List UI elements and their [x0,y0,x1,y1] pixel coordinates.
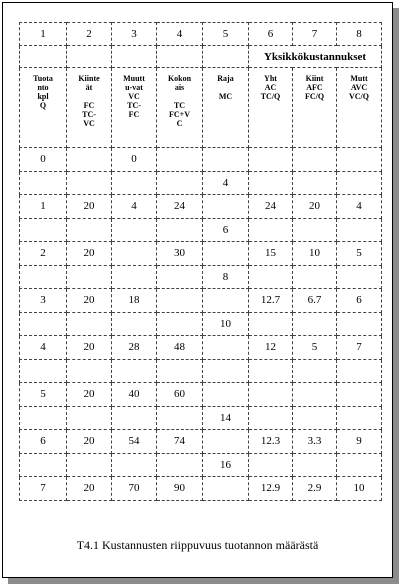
table-cell: 24 [249,195,293,219]
table-cell [293,383,337,407]
table-cell: 8 [203,265,249,289]
column-number: 1 [20,23,67,46]
column-header [293,68,337,148]
table-cell [337,312,382,336]
column-header [20,68,67,148]
table-cell [67,453,112,477]
table-cell [20,218,67,242]
table-cell [20,265,67,289]
table-cell [112,242,157,266]
group-header-row [20,46,382,68]
table-row [20,430,382,454]
table-cell [67,218,112,242]
table-cell [203,195,249,219]
table-cell: 9 [337,430,382,454]
column-header [112,68,157,148]
column-header-line: Muutt [123,74,145,83]
empty-cell [112,46,157,68]
table-cell: 20 [67,383,112,407]
table-cell: 74 [157,430,203,454]
table-cell: 0 [112,148,157,172]
table-cell [337,453,382,477]
table-cell [67,171,112,195]
table-row [20,336,382,360]
table-cell [203,148,249,172]
cost-table [19,22,382,501]
table-cell: 54 [112,430,157,454]
table-row [20,359,382,383]
table-row [20,195,382,219]
column-number: 2 [67,23,112,46]
table-cell [112,406,157,430]
column-number-row [20,23,382,46]
table-cell: 10 [337,477,382,501]
table-cell: 60 [157,383,203,407]
table-cell [337,171,382,195]
column-header-line: Kiint [305,74,324,83]
table-cell: 4 [112,195,157,219]
table-cell: 24 [157,195,203,219]
column-number: 8 [337,23,382,46]
table-cell [157,406,203,430]
table-cell [203,336,249,360]
table-cell [293,265,337,289]
table-cell: 5 [293,336,337,360]
table-cell [337,406,382,430]
table-cell [203,383,249,407]
table-cell: 30 [157,242,203,266]
table-cell [67,406,112,430]
table-cell [20,171,67,195]
table-cell: 6 [203,218,249,242]
table-cell [249,359,293,383]
table-cell [157,289,203,313]
table-cell: 70 [112,477,157,501]
column-header [67,68,112,148]
column-header-line: ais [174,83,185,92]
table-cell: 7 [20,477,67,501]
column-header-line: u-vat [125,83,143,92]
table-cell [203,242,249,266]
header-row [20,68,382,148]
table-cell: 6 [20,430,67,454]
column-header-line: Yht [264,74,277,83]
table-cell [249,171,293,195]
table-cell: 0 [20,148,67,172]
table-cell [112,312,157,336]
table-cell: 12 [249,336,293,360]
table-cell [203,430,249,454]
table-cell [157,148,203,172]
table-cell: 20 [67,430,112,454]
table-cell: 1 [20,195,67,219]
column-header-line: TC- [82,110,96,119]
table-cell [293,171,337,195]
table-cell [203,289,249,313]
table-row [20,312,382,336]
column-header [203,68,249,148]
table-cell [112,359,157,383]
table-cell [249,406,293,430]
table-row [20,289,382,313]
table-cell [157,265,203,289]
table-row [20,453,382,477]
column-header-line: kpl [37,92,49,101]
column-header-line: AC [264,83,277,92]
column-number: 7 [293,23,337,46]
column-number: 3 [112,23,157,46]
table-cell [112,171,157,195]
table-row [20,148,382,172]
table-cell [20,406,67,430]
table-cell: 12.3 [249,430,293,454]
empty-cell [157,46,203,68]
column-number: 5 [203,23,249,46]
table-cell: 5 [337,242,382,266]
table-cell [249,218,293,242]
table-cell: 20 [67,195,112,219]
table-row [20,383,382,407]
table-cell [293,406,337,430]
table-cell [20,359,67,383]
table-cell: 2 [20,242,67,266]
column-header-line: FC [128,110,140,119]
table-cell [337,359,382,383]
table-cell: 18 [112,289,157,313]
table-cell: 3.3 [293,430,337,454]
column-header-line: VC [128,92,140,101]
table-cell [67,359,112,383]
table-row [20,218,382,242]
table-cell [112,218,157,242]
table-cell: 6.7 [293,289,337,313]
column-header-line: TC- [127,101,141,110]
column-header-line: nto [37,83,49,92]
table-cell: 20 [67,336,112,360]
column-header-line: TC/Q [260,92,281,101]
table-cell: 40 [112,383,157,407]
column-header-line: AVC [350,83,368,92]
column-header [157,68,203,148]
table-cell: 12.7 [249,289,293,313]
table-cell: 28 [112,336,157,360]
column-number: 6 [249,23,293,46]
empty-cell [203,46,249,68]
table-cell [293,218,337,242]
table-cell: 10 [293,242,337,266]
table-cell: 20 [67,289,112,313]
table-cell: 4 [203,171,249,195]
table-cell [249,148,293,172]
table-cell [157,312,203,336]
column-header-line: AFC [306,83,323,92]
table-cell: 12.9 [249,477,293,501]
column-header-line: Mutt [350,74,368,83]
column-header-line: FC+V [169,110,190,119]
table-cell [203,477,249,501]
table-row [20,406,382,430]
table-cell: 6 [337,289,382,313]
table-cell [249,265,293,289]
table-cell [203,359,249,383]
column-header-line [203,83,248,92]
table-cell [293,453,337,477]
table-cell: 4 [20,336,67,360]
table-cell: 2.9 [293,477,337,501]
column-header-line: VC [83,119,95,128]
table-cell: 20 [293,195,337,219]
table-cell [157,453,203,477]
table-cell: 20 [67,477,112,501]
table-cell: 20 [67,242,112,266]
table-cell [20,453,67,477]
table-cell: 16 [203,453,249,477]
column-header-line: Kiinte [78,74,100,83]
column-header-line: TC [173,101,186,110]
table-cell [337,148,382,172]
column-header-line: FC/Q [304,92,325,101]
column-header-line: Q [39,101,47,110]
column-header-line [67,92,111,101]
table-row [20,171,382,195]
table-cell [157,218,203,242]
table-cell [293,359,337,383]
table-cell [20,312,67,336]
table-cell [337,383,382,407]
table-cell: 90 [157,477,203,501]
table-cell [249,312,293,336]
column-header [249,68,293,148]
column-number: 4 [157,23,203,46]
table-cell: 3 [20,289,67,313]
table-cell [249,383,293,407]
table-cell: 14 [203,406,249,430]
column-header-line: ät [85,83,93,92]
column-header-line: MC [218,92,233,101]
column-header-line: Kokon [167,74,192,83]
table-cell [337,218,382,242]
column-header-line: C [176,119,183,128]
table-caption: T4.1 Kustannusten riippuvuus tuotannon määrästä [76,538,319,552]
column-header-line: Tuota [33,74,53,83]
table-cell: 4 [337,195,382,219]
table-cell: 48 [157,336,203,360]
empty-cell [67,46,112,68]
table-cell [112,265,157,289]
table-cell [249,453,293,477]
table-cell [293,148,337,172]
table-cell: 5 [20,383,67,407]
table-cell: 7 [337,336,382,360]
document-frame [2,2,393,578]
column-header-line: VC/Q [349,92,369,101]
column-header-line: FC [83,101,95,110]
table-row [20,242,382,266]
table-cell [67,148,112,172]
table-cell [157,171,203,195]
column-header-line: Raja [217,74,234,83]
empty-cell [20,46,67,68]
table-cell [337,265,382,289]
table-cell [293,312,337,336]
table-cell: 10 [203,312,249,336]
table-cell [157,359,203,383]
column-header [337,68,382,148]
table-cell [112,453,157,477]
unit-costs-header: Yksikkökustannukset [249,46,382,68]
table-cell [67,265,112,289]
column-header-line [157,92,202,101]
table-row [20,265,382,289]
table-cell [67,312,112,336]
table-row [20,477,382,501]
table-cell: 15 [249,242,293,266]
